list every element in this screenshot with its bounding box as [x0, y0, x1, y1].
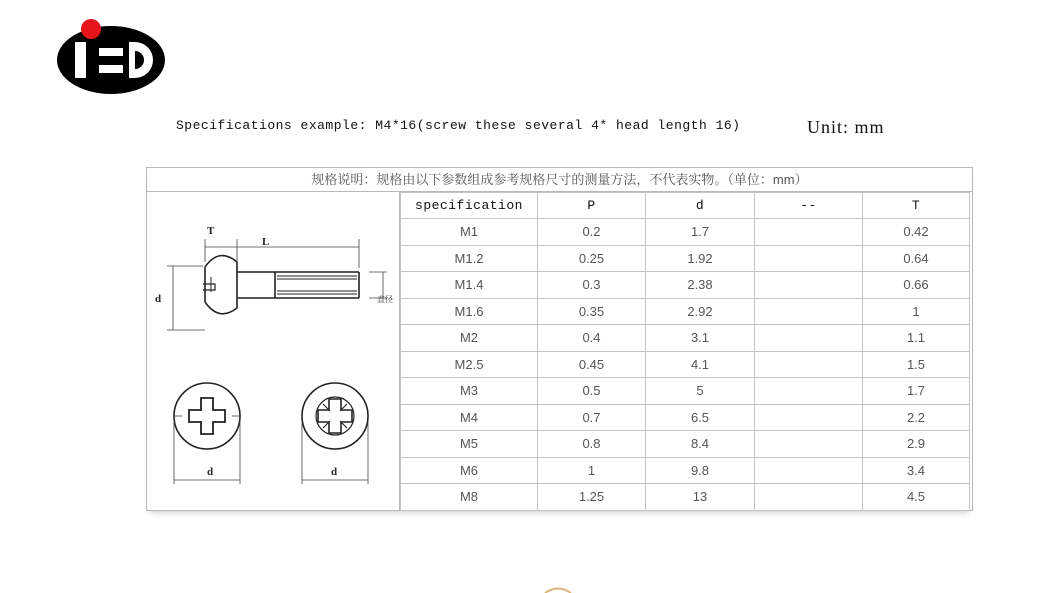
cell-P: 0.45	[538, 351, 646, 378]
cell-blank	[755, 378, 863, 405]
cell-P: 0.5	[538, 378, 646, 405]
cell-blank	[755, 272, 863, 299]
table-row	[401, 484, 970, 511]
header-T: T	[863, 193, 970, 219]
table-row	[401, 457, 970, 484]
cell-specification: M1	[401, 219, 538, 246]
header-blank: --	[755, 193, 863, 219]
cell-blank	[755, 245, 863, 272]
cell-T: 0.66	[863, 272, 970, 299]
dimension-label-d-side: d	[155, 293, 162, 305]
table-row	[401, 325, 970, 352]
cell-d: 5	[646, 378, 755, 405]
screw-side-view-diagram	[147, 192, 399, 510]
cell-T: 4.5	[863, 484, 970, 511]
cell-T: 0.42	[863, 219, 970, 246]
cell-P: 0.25	[538, 245, 646, 272]
cell-specification: M6	[401, 457, 538, 484]
cell-blank	[755, 457, 863, 484]
cell-blank	[755, 431, 863, 458]
cell-P: 1.25	[538, 484, 646, 511]
header-d: d	[646, 193, 755, 219]
cell-P: 0.4	[538, 325, 646, 352]
cell-specification: M1.2	[401, 245, 538, 272]
cell-P: 0.3	[538, 272, 646, 299]
cell-P: 0.35	[538, 298, 646, 325]
cell-T: 2.2	[863, 404, 970, 431]
company-logo	[55, 18, 167, 96]
cell-blank	[755, 325, 863, 352]
cell-T: 0.64	[863, 245, 970, 272]
cell-specification: M2.5	[401, 351, 538, 378]
cell-d: 2.92	[646, 298, 755, 325]
cell-blank	[755, 351, 863, 378]
specification-example-text: Specifications example: M4*16(screw these several 4* head length 16)	[176, 118, 741, 133]
cell-specification: M1.4	[401, 272, 538, 299]
dimension-label-d-pozidriv: d	[331, 466, 338, 478]
cell-T: 3.4	[863, 457, 970, 484]
cell-specification: M1.6	[401, 298, 538, 325]
table-row	[401, 272, 970, 299]
table-row	[401, 245, 970, 272]
table-row	[401, 298, 970, 325]
cell-T: 1.5	[863, 351, 970, 378]
dimension-label-diameter: 直径	[377, 295, 393, 304]
dimension-label-d-phillips: d	[207, 466, 214, 478]
table-row	[401, 378, 970, 405]
cell-T: 1.1	[863, 325, 970, 352]
cell-d: 6.5	[646, 404, 755, 431]
cell-d: 3.1	[646, 325, 755, 352]
table-row	[401, 219, 970, 246]
cell-specification: M5	[401, 431, 538, 458]
cell-blank	[755, 298, 863, 325]
cell-specification: M4	[401, 404, 538, 431]
cell-d: 2.38	[646, 272, 755, 299]
cell-specification: M3	[401, 378, 538, 405]
cell-blank	[755, 404, 863, 431]
dimension-label-T: T	[207, 225, 215, 237]
cell-P: 0.7	[538, 404, 646, 431]
specification-table	[400, 192, 970, 511]
screw-diagram-cell	[147, 192, 400, 510]
cell-d: 9.8	[646, 457, 755, 484]
cell-d: 1.7	[646, 219, 755, 246]
table-caption: 规格说明：规格由以下参数组成参考规格尺寸的测量方法，不代表实物。（单位：mm）	[147, 168, 972, 192]
cell-P: 1	[538, 457, 646, 484]
header-P: P	[538, 193, 646, 219]
cell-T: 2.9	[863, 431, 970, 458]
cell-specification: M8	[401, 484, 538, 511]
cell-blank	[755, 219, 863, 246]
cell-blank	[755, 484, 863, 511]
cell-d: 4.1	[646, 351, 755, 378]
specification-table-panel	[146, 167, 973, 511]
dimension-label-L: L	[262, 236, 270, 248]
cell-P: 0.8	[538, 431, 646, 458]
table-row	[401, 431, 970, 458]
cell-T: 1	[863, 298, 970, 325]
table-row	[401, 351, 970, 378]
cell-d: 13	[646, 484, 755, 511]
table-row	[401, 404, 970, 431]
unit-label: Unit: mm	[807, 117, 885, 137]
cell-d: 1.92	[646, 245, 755, 272]
cell-specification: M2	[401, 325, 538, 352]
cell-d: 8.4	[646, 431, 755, 458]
table-header-row	[401, 193, 970, 219]
header-specification: specification	[401, 193, 538, 219]
cell-P: 0.2	[538, 219, 646, 246]
bottom-decoration-icon	[543, 586, 573, 593]
cell-T: 1.7	[863, 378, 970, 405]
